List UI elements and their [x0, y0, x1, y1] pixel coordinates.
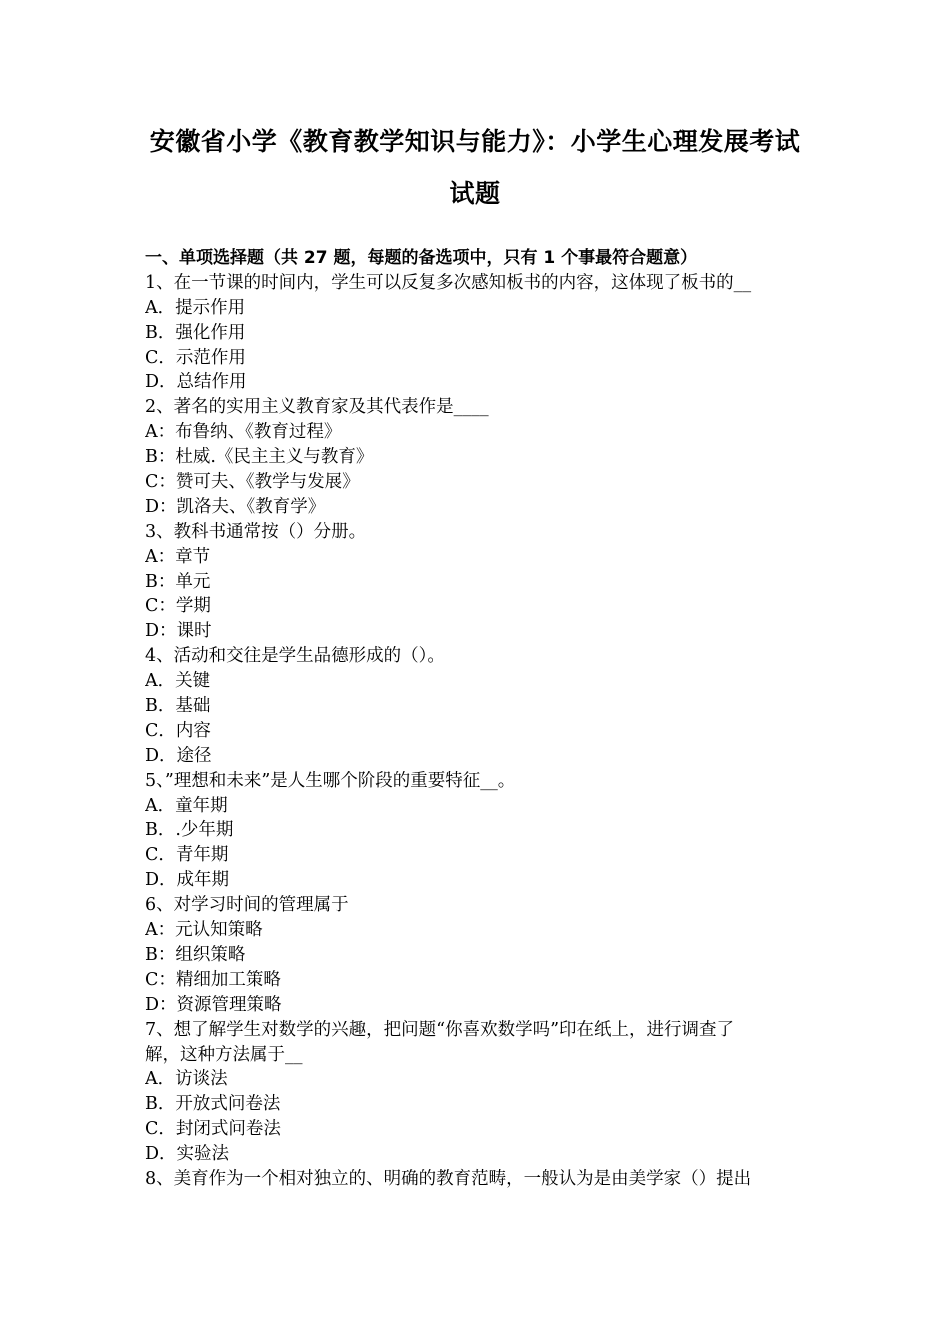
question-text: 7、想了解学生对数学的兴趣，把问题“你喜欢数学吗”印在纸上，进行调查了	[145, 1019, 735, 1040]
document-body	[145, 246, 810, 1192]
question-text: 4、活动和交往是学生品德形成的（）。	[145, 646, 445, 667]
section-heading: 一、单项选择题（共 27 题，每题的备选项中，只有 1 个事最符合题意）	[145, 248, 698, 268]
answer-option: D：凯洛夫、《教育学》	[145, 496, 326, 517]
answer-option: B：组织策略	[145, 944, 246, 965]
answer-option: D．总结作用	[145, 372, 247, 393]
answer-option: C．青年期	[145, 845, 229, 866]
answer-option: A．提示作用	[145, 297, 246, 318]
answer-option: A．访谈法	[145, 1069, 228, 1090]
question-text: 1、在一节课的时间内，学生可以反复多次感知板书的内容，这体现了板书的__	[145, 272, 752, 293]
question-text: 8、美育作为一个相对独立的、明确的教育范畴，一般认为是由美学家（）提出	[145, 1168, 752, 1189]
answer-option: B：单元	[145, 571, 211, 592]
answer-option: A．童年期	[145, 795, 228, 816]
answer-option: A．关键	[145, 671, 211, 692]
answer-option: C：学期	[145, 596, 211, 617]
answer-option: A：元认知策略	[145, 920, 263, 941]
answer-option: A：布鲁纳、《教育过程》	[145, 422, 342, 443]
document-title-line-1: 安徽省小学《教育教学知识与能力》：小学生心理发展考试	[149, 127, 801, 156]
answer-option: B．强化作用	[145, 322, 246, 343]
question-text: 2、著名的实用主义教育家及其代表作是____	[145, 397, 489, 418]
answer-option: D．成年期	[145, 870, 230, 891]
answer-option: D：课时	[145, 621, 212, 642]
answer-option: D．途径	[145, 745, 212, 766]
answer-option: C．示范作用	[145, 347, 246, 368]
question-text: 6、对学习时间的管理属于	[145, 895, 349, 916]
answer-option: A：章节	[145, 546, 211, 567]
question-text: 解，这种方法属于__	[145, 1044, 303, 1065]
answer-option: C：赞可夫、《教学与发展》	[145, 472, 360, 493]
answer-option: D：资源管理策略	[145, 994, 282, 1015]
answer-option: C：精细加工策略	[145, 969, 281, 990]
document-title-line-2: 试题	[449, 179, 501, 208]
answer-option: C．封闭式问卷法	[145, 1119, 281, 1140]
answer-option: D．实验法	[145, 1144, 230, 1165]
question-text: 3、教科书通常按（）分册。	[145, 521, 367, 542]
question-text: 5、”理想和未来”是人生哪个阶段的重要特征__。	[145, 770, 516, 791]
answer-option: B．.少年期	[145, 820, 234, 841]
answer-option: B．基础	[145, 696, 211, 717]
answer-option: B．开放式问卷法	[145, 1094, 281, 1115]
answer-option: B：杜威.《民主主义与教育》	[145, 447, 374, 468]
answer-option: C．内容	[145, 720, 211, 741]
